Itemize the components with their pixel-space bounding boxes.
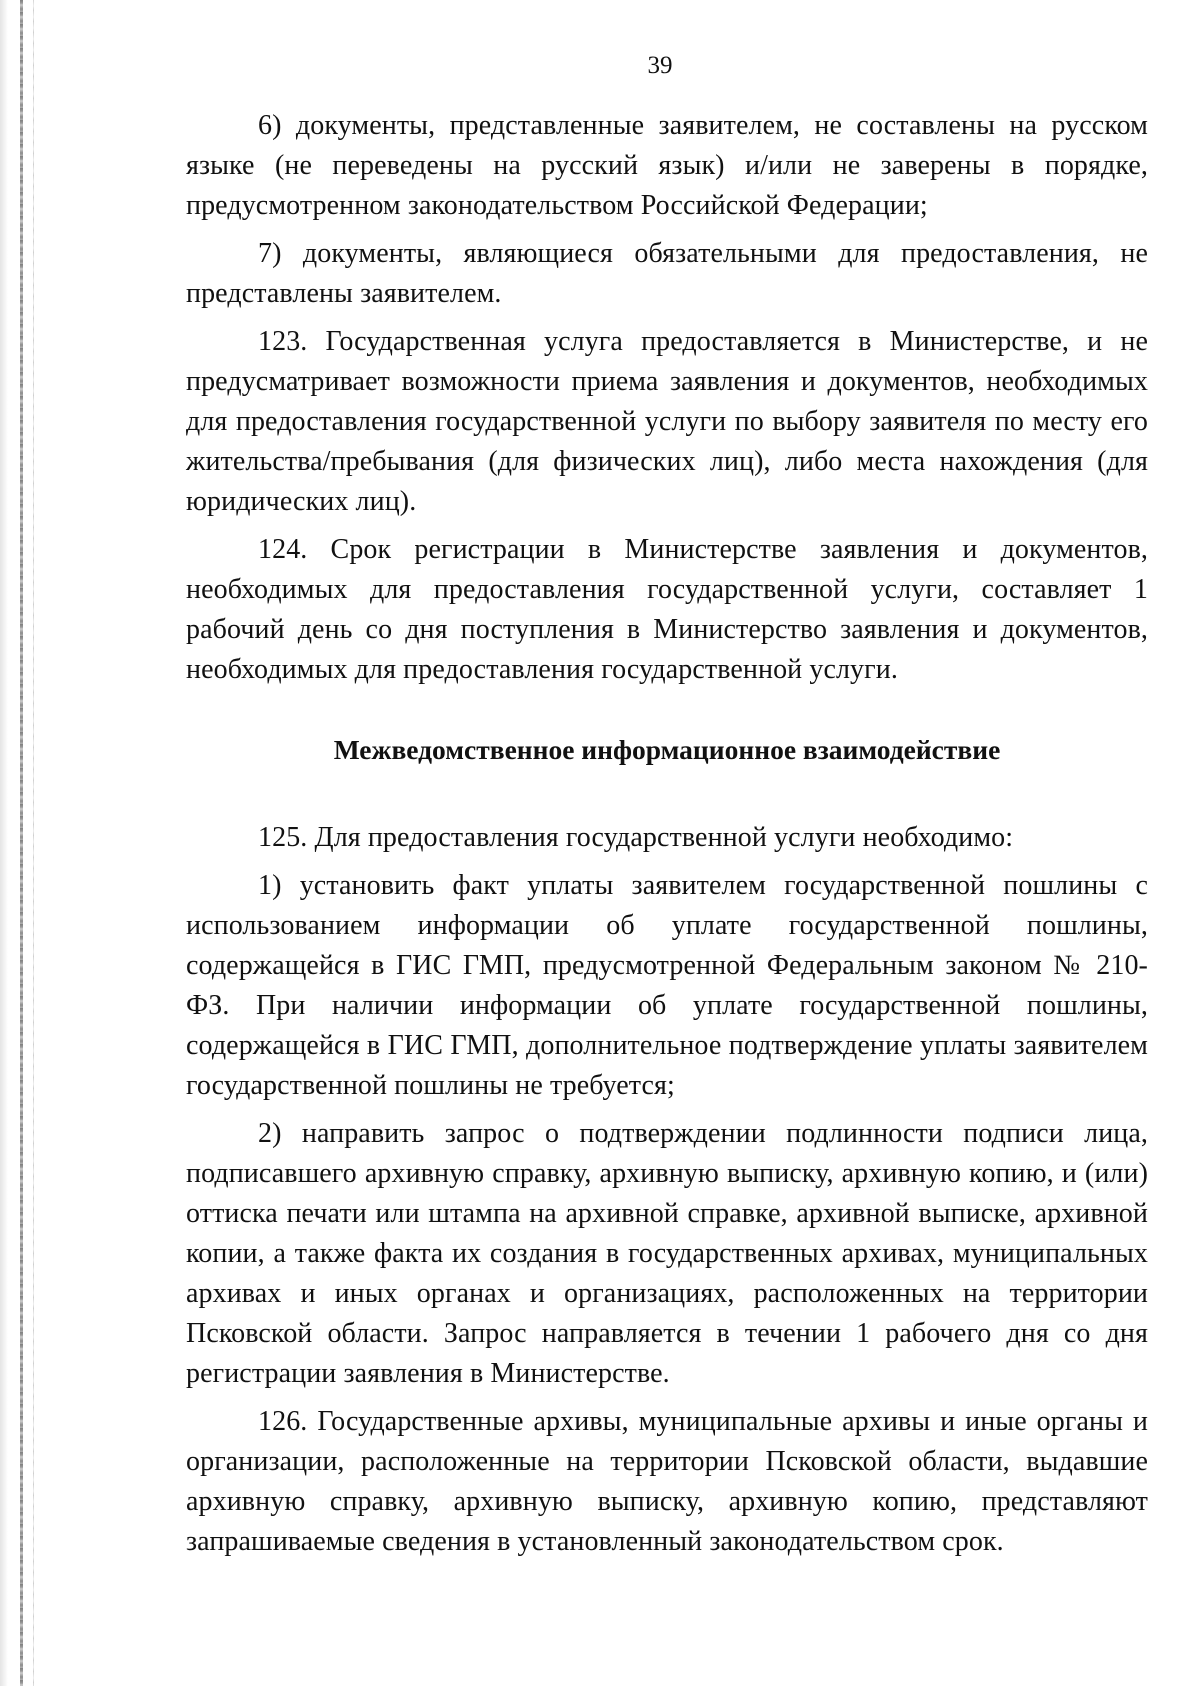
section-heading: Межведомственное информационное взаимодействие (333, 734, 1001, 765)
paragraph-124: 124. Срок регистрации в Министерстве заявления и документов, необходимых для предоставления государственной услуги, составляет 1 рабочий день со дня поступления в Министерство заявления и документов, необходимых для предоставления государственной услуги. (186, 534, 1148, 685)
paragraph-125: 125. Для предоставления государственной услуги необходимо: (258, 822, 1014, 853)
paragraph-123: 123. Государственная услуга предоставляется в Министерстве, и не предусматривает возможности приема заявления и документов, необходимых для предоставления государственной услуги по выбору заявителя по месту его жительства/пребывания (для физических лиц), либо места нахождения (для юридических лиц). (186, 326, 1148, 517)
page-number: 39 (647, 52, 673, 79)
document-body (186, 106, 1148, 1570)
paragraph-126: 126. Государственные архивы, муниципальные архивы и иные органы и организации, расположенные на территории Псковской области, выдавшие архивную справку, архивную выписку, архивную копию, представляют запрашиваемые сведения в установленный законодательством срок. (186, 1406, 1148, 1557)
paragraph-item-6: 6) документы, представленные заявителем, не составлены на русском языке (не переведены на русский язык) и/или не заверены в порядке, предусмотренном законодательством Российской Федерации; (186, 110, 1148, 221)
scan-binding-line (20, 0, 23, 1686)
scan-binding-line-secondary (33, 0, 34, 1686)
paragraph-125-item-1: 1) установить факт уплаты заявителем государственной пошлины с использованием информации об уплате государственной пошлины, содержащейся в ГИС ГМП, предусмотренной Федеральным законом № 210-ФЗ. При наличии информации об уплате государственной пошлины, содержащейся в ГИС ГМП, дополнительное подтверждение уплаты заявителем государственной пошлины не требуется; (186, 870, 1148, 1101)
paragraph-125-item-2: 2) направить запрос о подтверждении подлинности подписи лица, подписавшего архивную справку, архивную выписку, архивную копию, и (или) оттиска печати или штампа на архивной справке, архивной выписке, архивной копии, а также факта их создания в государственных архивах, муниципальных архивах и иных органах и организациях, расположенных на территории Псковской области. Запрос направляется в течении 1 рабочего дня со дня регистрации заявления в Министерстве. (186, 1118, 1148, 1389)
paragraph-item-7: 7) документы, являющиеся обязательными для предоставления, не представлены заявителем. (186, 238, 1148, 309)
